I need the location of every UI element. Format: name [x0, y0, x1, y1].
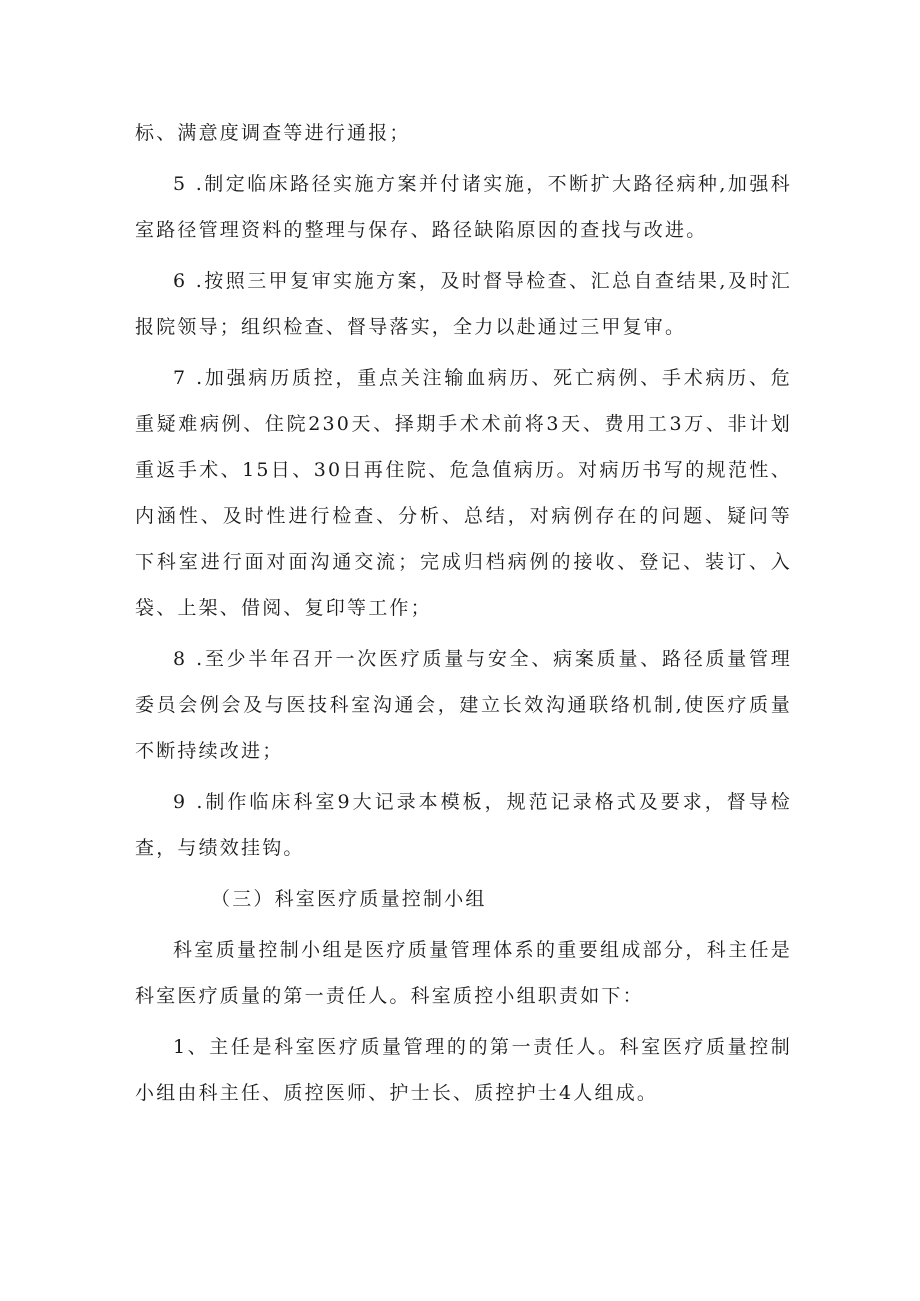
paragraph-item-7: 7 .加强病历质控，重点关注输血病历、死亡病例、手术病历、危重疑难病例、住院230天、择期手术术前将3天、费用工3万、非计划重返手术、15日、30日再住院、危急值病历。对病历书写的规范性、内涵性、及时性进行检查、分析、总结，对病例存在的问题、疑问等下科室进行面对面沟通交流；完成归档病例的接收、登记、装订、入袋、上架、借阅、复印等工作； [135, 367, 792, 619]
paragraph-item-8: 8 .至少半年召开一次医疗质量与安全、病案质量、路径质量管理委员会例会及与医技科室沟通会，建立长效沟通联络机制,使医疗质量不断持续改进； [135, 648, 792, 762]
paragraph-intro: 科室质量控制小组是医疗质量管理体系的重要组成部分，科主任是科室医疗质量的第一责任人。科室质控小组职责如下： [135, 939, 792, 1007]
paragraph-item-1: 1、主任是科室医疗质量管理的的第一责任人。科室医疗质量控制小组由科主任、质控医师、护士长、质控护士4人组成。 [135, 1036, 792, 1104]
paragraph-item-6: 6 .按照三甲复审实施方案，及时督导检查、汇总自查结果,及时汇报院领导；组织检查、督导落实，全力以赴通过三甲复审。 [135, 270, 792, 338]
paragraph-item-5: 5 .制定临床路径实施方案并付诸实施，不断扩大路径病种,加强科室路径管理资料的整理与保存、路径缺陷原因的查找与改进。 [135, 173, 792, 241]
paragraph-item-9: 9 .制作临床科室9大记录本模板，规范记录格式及要求，督导检查，与绩效挂钩。 [135, 791, 792, 859]
paragraph-continuation: 标、满意度调查等进行通报； [135, 122, 411, 144]
section-heading: （三）科室医疗质量控制小组 [211, 888, 487, 910]
document-body [135, 110, 792, 1116]
